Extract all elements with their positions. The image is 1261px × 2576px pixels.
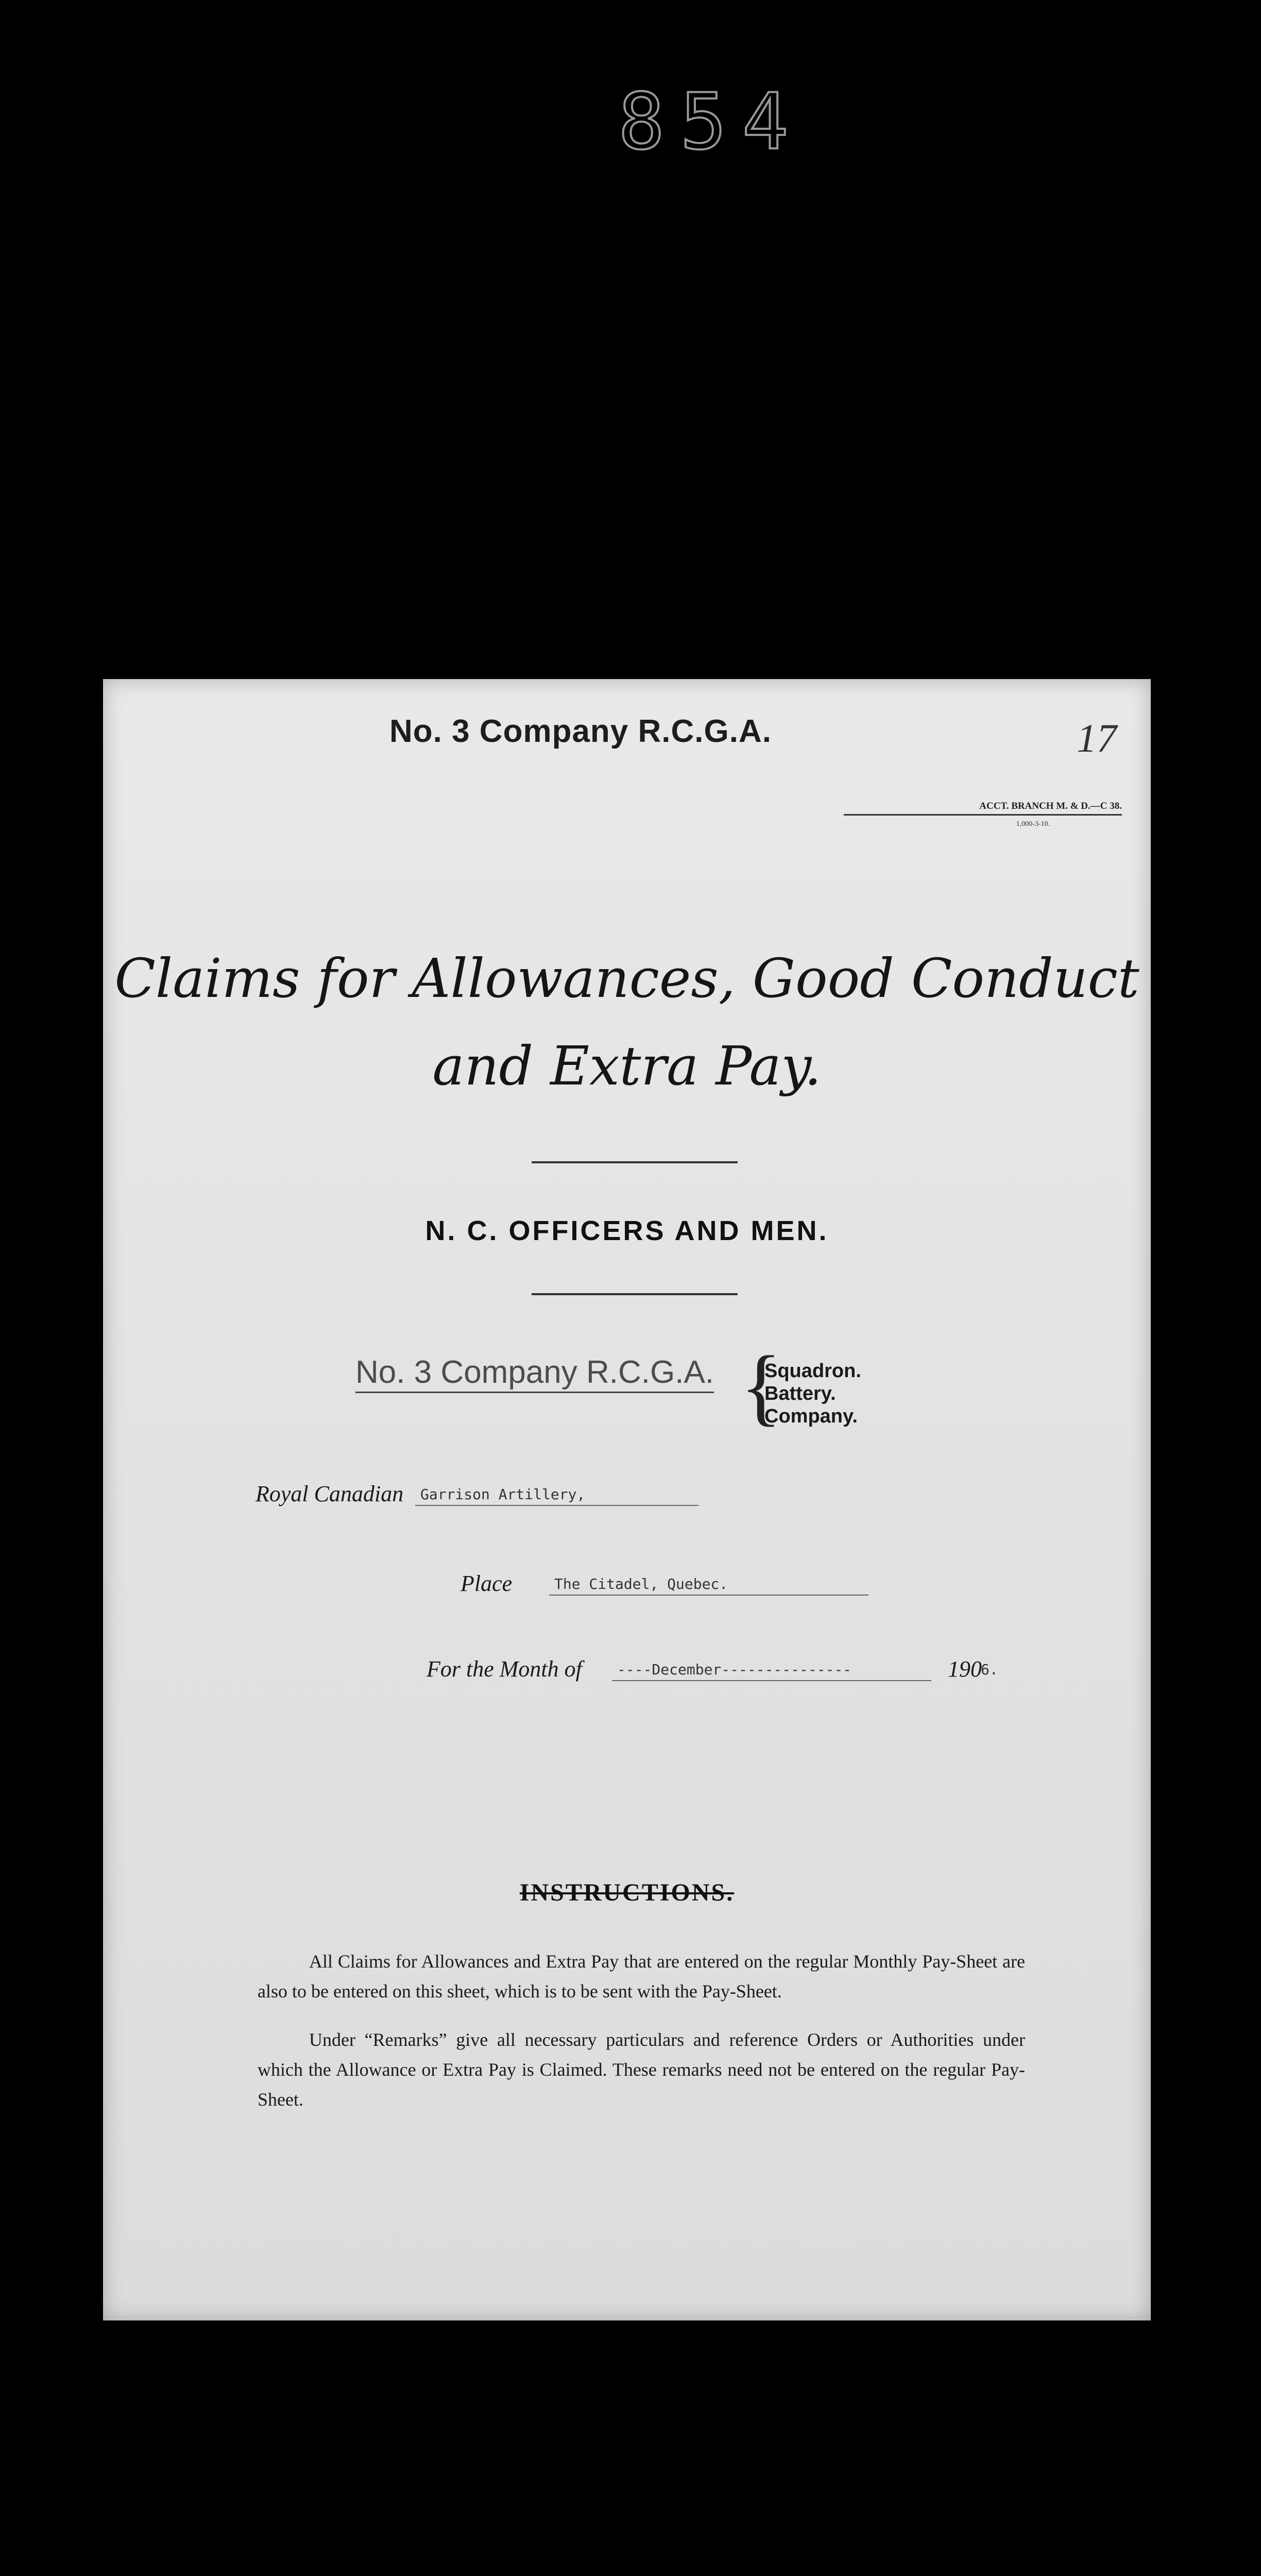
year-label: 190 bbox=[948, 1656, 982, 1682]
divider-rule bbox=[532, 1161, 738, 1163]
unit-type-squadron: Squadron. bbox=[764, 1360, 861, 1382]
unit-type-company: Company. bbox=[764, 1405, 858, 1427]
instructions-paragraph-1: All Claims for Allowances and Extra Pay that are entered on the regular Monthly Pay-Sheet are also to be entered on this sheet, which is to be sent with the Pay-Sheet. bbox=[258, 1951, 1025, 2002]
place-label: Place bbox=[461, 1571, 513, 1596]
month-value: ----December--------------- bbox=[612, 1661, 931, 1681]
title-line-2: and Extra Pay. bbox=[432, 1035, 822, 1097]
brace: { bbox=[740, 1338, 782, 1434]
place-value: The Citadel, Quebec. bbox=[549, 1575, 868, 1596]
corps-value: Garrison Artillery, bbox=[415, 1486, 698, 1506]
account-form-number: ACCT. BRANCH M. & D.—C 38. bbox=[844, 801, 1122, 816]
unit-type-battery: Battery. bbox=[764, 1383, 836, 1404]
form-heading: N. C. OFFICERS AND MEN. bbox=[425, 1215, 829, 1246]
title-line-1: Claims for Allowances, Good Conduct bbox=[114, 947, 1139, 1010]
page-number: 17 bbox=[1077, 716, 1117, 760]
month-label: For the Month of bbox=[427, 1656, 582, 1682]
unit-stamp: No. 3 Company R.C.G.A. bbox=[355, 1354, 714, 1393]
document-sheet bbox=[103, 679, 1151, 2320]
year-value: 6. bbox=[981, 1661, 998, 1678]
divider-rule bbox=[532, 1293, 738, 1295]
account-form-print: 1,000-3-10. bbox=[1016, 820, 1050, 828]
corps-label: Royal Canadian bbox=[255, 1481, 404, 1506]
frame-number: 854 bbox=[618, 77, 804, 167]
instructions-title: INSTRUCTIONS. bbox=[519, 1879, 735, 1906]
instructions-paragraph-2: Under “Remarks” give all necessary particulars and reference Orders or Authorities under which the Allowance or Extra Pay is Claimed. These remarks need not be entered on the regular Pay-Sheet. bbox=[258, 2029, 1025, 2110]
company-stamp: No. 3 Company R.C.G.A. bbox=[389, 714, 772, 749]
